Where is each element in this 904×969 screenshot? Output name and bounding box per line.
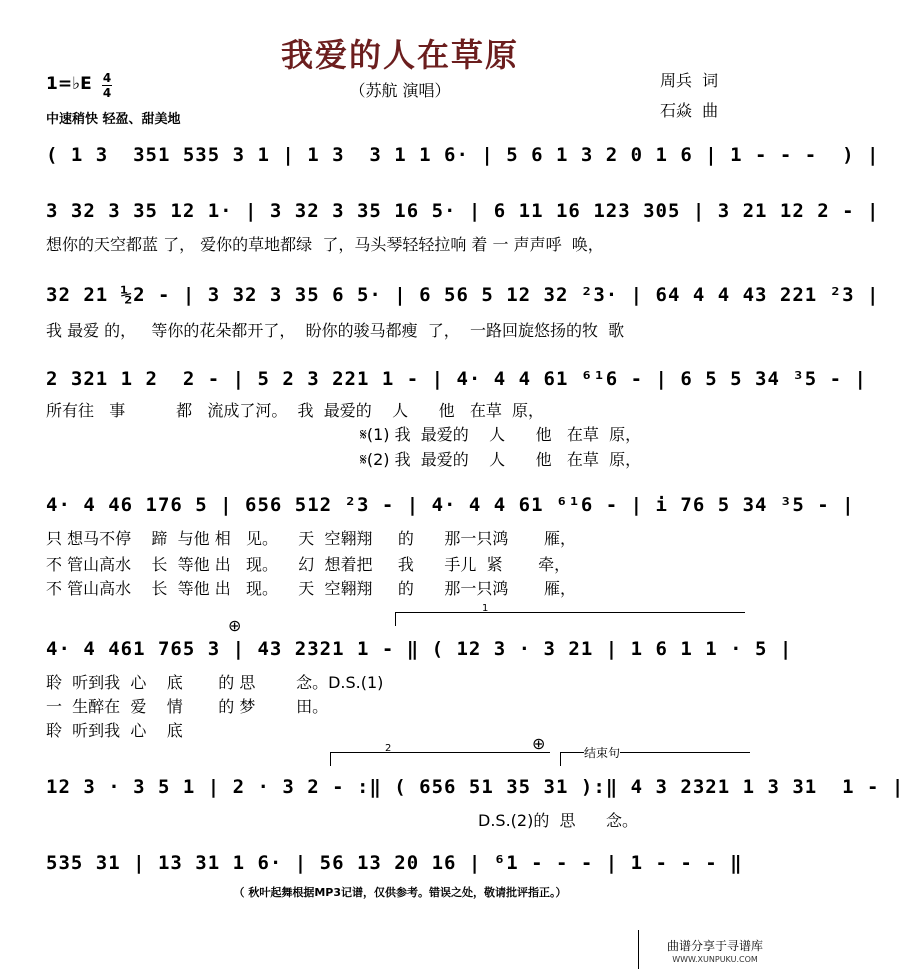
- lyric-row-4-verse-1: 所有往 事 都 流成了河。 我 最爱的 人 他 在草 原，: [46, 401, 545, 420]
- lyric-row-6-verse-3: 聆 听到我 心 底: [46, 721, 183, 740]
- lyric-row-5-verse-3: 不 管山高水 长 等他 出 现。 天 空翱翔 的 那一只鸿 雁，: [46, 579, 577, 598]
- time-signature: [102, 72, 112, 99]
- volta-1-bracket: [395, 612, 745, 613]
- composer-credit: 石焱 曲: [660, 101, 719, 120]
- lyric-row-5-verse-2: 不 管山高水 长 等他 出 现。 幻 想着把 我 手儿 紧 牵，: [46, 555, 571, 574]
- coda-sign-2: ⊕: [532, 734, 546, 753]
- volta-2-bracket: [330, 752, 550, 753]
- lyric-row-5-verse-1: 只 想马不停 蹄 与他 相 见。 天 空翱翔 的 那一只鸿 雁，: [46, 529, 577, 548]
- time-numerator: 4: [102, 71, 112, 85]
- lyric-row-6-verse-2: 一 生醉在 爱 情 的 梦 田。: [46, 697, 329, 716]
- ending-bracket-tick: [560, 752, 561, 766]
- time-denominator: 4: [102, 86, 112, 100]
- notation-row-4: 2 321 1 2 2 - | 5 2 3 221 1 - | 4· 4 4 61 ⁶¹6 - | 6 5 5 34 ³5 - |: [46, 368, 867, 390]
- notation-row-1: ( 1 3 351 535 3 1 | 1 3 3 1 1 6· | 5 6 1 3 2 0 1 6 | 1 - - - ) |: [46, 144, 880, 166]
- tempo-marking: 中速稍快 轻盈、甜美地: [46, 112, 181, 127]
- ending-label: 结束句: [584, 746, 621, 760]
- notation-row-2: 3 32 3 35 12 1· | 3 32 3 35 16 5· | 6 11 16 123 305 | 3 21 12 2 - |: [46, 200, 880, 222]
- notation-row-3: 32 21 ½2 - | 3 32 3 35 6 5· | 6 56 5 12 32 ²3· | 64 4 4 43 221 ²3 |: [46, 284, 880, 306]
- transcription-note: （ 秋叶起舞根据MP3记谱，仅供参考。错误之处，敬请批评指正。）: [233, 886, 567, 899]
- performer-subtitle: （苏航 演唱）: [349, 81, 451, 100]
- volta-2-number: 2: [385, 743, 392, 754]
- notation-row-6: 4· 4 461 765 3 | 43 2321 1 - ‖ ( 12 3 · 3 21 | 1 6 1 1 · 5 |: [46, 638, 793, 660]
- key-signature: 1=♭E: [46, 74, 92, 94]
- watermark-url: WWW.XUNPUKU.COM: [672, 955, 758, 964]
- volta-2-bracket-tick: [330, 752, 331, 766]
- lyric-row-4-segno-1: 𝄋(1) 我 最爱的 人 他 在草 原，: [360, 425, 642, 444]
- notation-row-5: 4· 4 46 176 5 | 656 512 ²3 - | 4· 4 4 61 ⁶¹6 - | i 76 5 34 ³5 - |: [46, 494, 855, 516]
- notation-row-7: 12 3 · 3 5 1 | 2 · 3 2 - :‖ ( 656 51 35 31 ):‖ 4 3 2321 1 3 31 1 - |: [46, 776, 904, 798]
- lyric-row-2: 想你的天空都蓝 了， 爱你的草地都绿 了，马头琴轻轻拉响 着 一 声声呼 唤，: [46, 235, 604, 254]
- lyric-row-3: 我 最爱 的， 等你的花朵都开了， 盼你的骏马都瘦 了， 一路回旋悠扬的牧 歌: [46, 321, 625, 340]
- lyric-row-4-segno-2: 𝄋(2) 我 最爱的 人 他 在草 原，: [360, 450, 642, 469]
- notation-row-8: 535 31 | 13 31 1 6· | 56 13 20 16 | ⁶1 - - - | 1 - - - ‖: [46, 852, 743, 874]
- song-title: 我爱的人在草原: [280, 36, 519, 74]
- lyric-row-7-ds: D.S.(2)的 思 念。: [478, 811, 639, 830]
- watermark-divider: [638, 930, 639, 969]
- volta-1-bracket-tick: [395, 612, 396, 626]
- lyric-row-6-verse-1: 聆 听到我 心 底 的 思 念。D.S.(1): [46, 673, 384, 692]
- lyricist-credit: 周兵 词: [660, 71, 719, 90]
- watermark-text: 曲谱分享于寻谱库: [666, 939, 763, 953]
- volta-1-number: 1: [482, 603, 489, 614]
- coda-sign: ⊕: [228, 616, 242, 635]
